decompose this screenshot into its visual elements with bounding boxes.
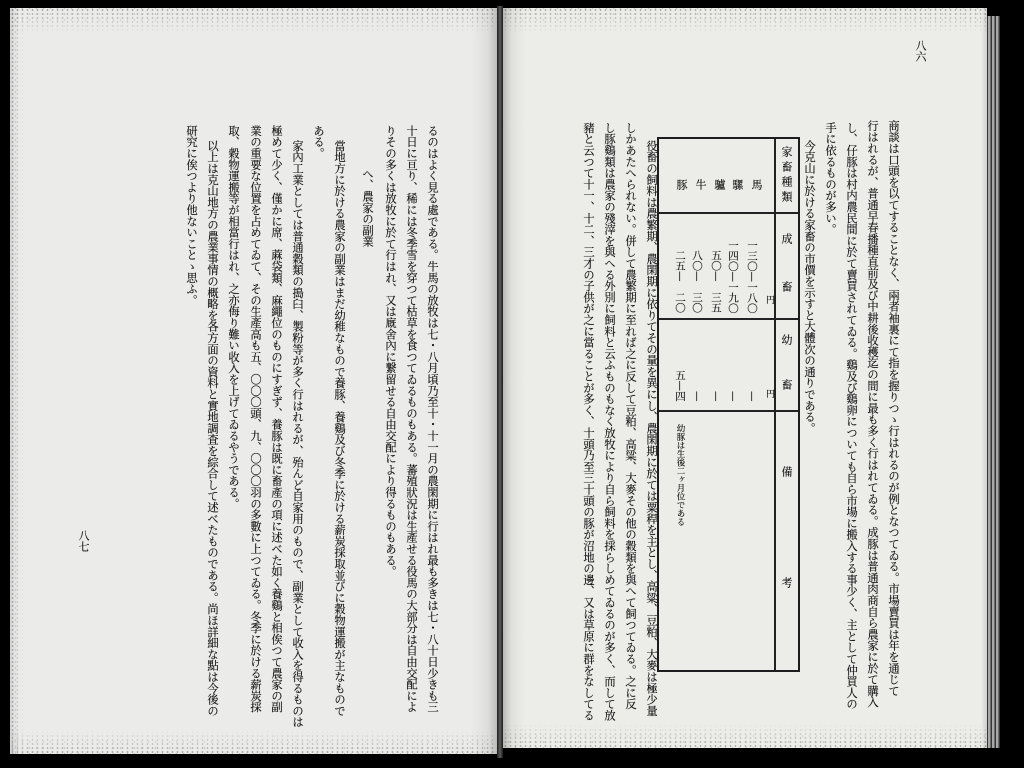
text-line: しかあたへられない。併して農繁期に至れば之に反して豆粕、高粱、大麥その他の穀類を與へて飼つてゐる。之に反 [624,122,637,710]
table-unit-adult: 円 [764,295,774,304]
table-row-note: 幼豚は生後二ヶ月位である [675,424,685,526]
text-line: 家內工業としては普通穀類の搗臼、製粉等が多く行はれるが、殆んど自家用のもので、副業として收入を得るものは [291,140,304,728]
table-rule [659,212,798,214]
text-line: ある。 [312,125,325,159]
table-row-adult-price: 一三〇—一八〇 [746,239,758,313]
table-row-young-price: — [746,390,758,401]
text-line: 商談は口頭を以てすることなく、兩者袖裏にて指を握りつゝ行はれるのが例となつてゐる。市場賣買は年を通じて [887,120,900,697]
left-page [10,8,497,754]
table-row-kind: 豚 [675,179,688,190]
page-stack-edge [987,16,1000,748]
scan-noise [503,8,987,34]
table-row-kind: 馬 [750,179,763,190]
text-line: し、仔豚は村内農民間に於て賣買されてゐる。鷄及び鷄卵についても自ら市場に搬入する事少く、主として仲買人の [845,122,858,710]
table-rule [659,410,798,412]
page-number: 八七 [77,530,90,552]
text-line: 行はれるが、普通早春播種直前及び中耕後收穫迄の間に最も多く行はれてゐる。成豚は普通肉商自ら農家に於て購入 [866,120,879,708]
scan-noise [10,730,497,754]
table-row-young-price: — [691,390,703,401]
text-line: 極めて少く、僅かに席、蔴袋類、麻繩位のものにすぎず、養豚は既に畜產の項に述べた如く養鷄と相俟つて農家の副 [270,125,283,713]
text-line: 役畜の飼料は農繁期、農閑期に依りてその量を異にし、農閑期に於ては粟稈を主とし、高粱、豆粕、大麥は極少量 [645,140,658,717]
right-page [503,8,987,748]
table-rule [659,318,798,320]
text-line: 取、穀物運搬等が相當行はれ、之亦侮り難い收入を上げてゐるやうである。 [227,125,240,510]
text-line: るのはよく見る處である。牛馬の放牧は七・八月頃乃至十・十一月の農閑期に行はれ最も多きは七・八十日少きも三 [426,125,439,713]
table-row-adult-price: 八〇— 三〇 [691,250,703,313]
table-row-young-price: — [710,390,722,401]
text-line: 今克山に於ける家畜の市價を示すと大體次の通りである。 [803,140,816,434]
table-rule [774,139,776,670]
livestock-price-table [657,137,800,672]
table-header-adult: 成 畜 [780,233,793,297]
table-row-young-price: 五—四 [674,369,686,401]
scan-noise [10,8,24,754]
text-line: 手に依るものが多い。 [824,122,837,235]
table-row-adult-price: 一四〇—一九〇 [727,239,739,313]
scan-noise [10,8,497,34]
text-line: 以上は克山地方の農業事情の概略を各方面の資料と實地調査を綜合して述べたものである。尚ほ詳細な點は今後の [206,140,219,717]
scan-noise [503,724,987,748]
section-heading: へ、農家の副業 [361,168,374,248]
text-line: 當地方に於ける農家の副業はまだ幼稚なもので養豚、養鷄及び冬季に於ける薪炭採取並びに穀物運搬が主なもので [333,140,346,717]
text-line: りその多くは放牧に於て行はれ、又は廐舍內に繋留せる自由交配により得るものもある。 [384,125,397,577]
text-line: し豚鷄類は農家の殘滓を與へる外別に飼料と云ふものもなく放牧により自ら飼料を採らしめてゐるのが多く、而して放 [603,122,616,721]
table-header-young: 幼 畜 [780,334,793,394]
table-row-kind: 牛 [694,179,707,190]
text-line: 業の重要な位置を占めてゐて、その生產高も五、〇〇〇頭、九、〇〇〇羽の多數に上つてゐる。冬季に於ける薪炭採 [249,125,262,713]
table-header-kind: 家畜種類 [780,146,793,206]
table-row-young-price: — [727,390,739,401]
page-number: 八六 [914,40,927,62]
table-row-kind: 騾 [731,179,744,190]
text-line: 十日に亘り、稀には冬季雪を穿つて枯草を食つてゐるものもある。蕃殖狀況は生產せる役馬の大部分は自由交配によ [405,125,418,713]
table-row-kind: 驢 [713,179,726,190]
text-line: 豬と云つて十一、十二、三才の子供が之に當ることが多く、十頭乃至三十頭の豚が沼地の邊、又は草原に群をなしてる [582,122,595,721]
table-row-adult-price: 五〇— 三五 [710,250,722,313]
text-line: 研究に俟つより他ないことゝ思ふ。 [185,125,198,306]
table-header-note: 備 考 [780,466,793,614]
table-unit-young: 円 [764,389,774,398]
table-row-adult-price: 二五— 二〇 [674,250,686,313]
